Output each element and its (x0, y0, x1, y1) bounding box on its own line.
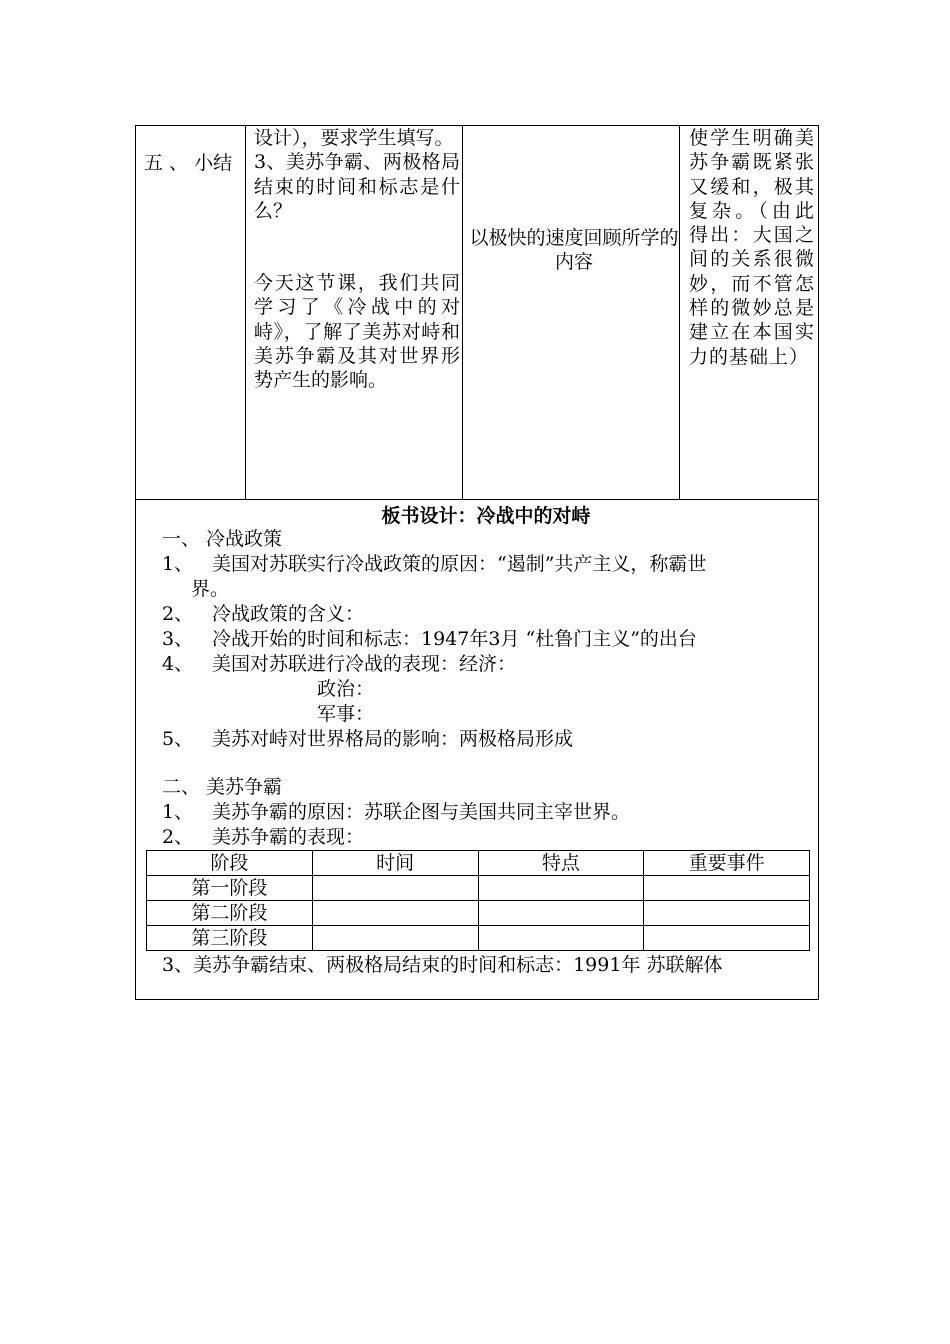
table-cell (478, 926, 644, 951)
student-activity: 以极快的速度回顾所学的内容 (469, 227, 679, 274)
table-cell (312, 926, 478, 951)
table-header: 特点 (478, 851, 644, 876)
list-item (162, 652, 516, 677)
board-title: 板书设计：冷战中的对峙 (381, 505, 591, 527)
item-number: 1、 (162, 553, 194, 575)
teacher-activity (254, 126, 460, 393)
table-cell: 第三阶段 (147, 926, 313, 951)
column-divider (462, 126, 463, 499)
item-continuation: 界。 (191, 578, 230, 600)
table-cell: 第二阶段 (147, 901, 313, 926)
table-header: 阶段 (147, 851, 313, 876)
design-intent: 使学生明确美苏争霸既紧张又缓和，极其复杂。（由此得出：大国之间的关系很微妙，而不管怎样的微妙总是建立在本国实力的基础上） (689, 127, 815, 368)
item-number: 4、 (162, 653, 194, 675)
table-cell: 第一阶段 (147, 876, 313, 901)
item-number: 2、 (162, 603, 194, 625)
military-label: 军事： (317, 703, 375, 725)
section2-heading: 二、 美苏争霸 (162, 776, 283, 798)
teacher-activity-part1: 设计），要求学生填写。 (254, 127, 454, 149)
item-number: 2、 (162, 826, 194, 848)
table-cell (644, 926, 810, 951)
table-header-row (147, 851, 810, 876)
politics-label: 政治： (317, 678, 375, 700)
table-cell (644, 901, 810, 926)
summary-row (136, 126, 818, 500)
table-cell (312, 876, 478, 901)
item-number: 1、 (162, 801, 194, 823)
item-text: 美苏争霸的原因：苏联企图与美国共同主宰世界。 (212, 801, 631, 823)
teacher-activity-part3: 今天这节课，我们共同学习了《冷战中的对峙》，了解了美苏对峙和美苏争霸及其对世界形势产生的影响。 (254, 272, 460, 392)
rivalry-stage-table (146, 850, 810, 951)
list-item (162, 800, 630, 825)
column-divider (679, 126, 680, 499)
list-item (162, 825, 364, 850)
column-divider (245, 126, 246, 499)
list-item (162, 602, 364, 627)
list-item (162, 627, 697, 652)
table-row (147, 876, 810, 901)
item-text: 冷战开始的时间和标志：1947年3月 “杜鲁门主义”的出台 (212, 628, 697, 650)
list-item (162, 552, 706, 577)
table-header: 时间 (312, 851, 478, 876)
stage-label: 五 、 小结 (144, 152, 233, 174)
item-number: 5、 (162, 728, 194, 750)
table-cell (478, 876, 644, 901)
section1-heading: 一、 冷战政策 (162, 528, 283, 550)
table-cell (644, 876, 810, 901)
item-text: 美苏争霸的表现： (212, 826, 365, 848)
item-text: 美国对苏联进行冷战的表现：经济： (212, 653, 517, 675)
final-line: 3、美苏争霸结束、两极格局结束的时间和标志：1991年 苏联解体 (162, 954, 723, 976)
item-text: 美国对苏联实行冷战政策的原因：“遏制”共产主义，称霸世 (212, 553, 707, 575)
table-row (147, 901, 810, 926)
table-cell (312, 901, 478, 926)
table-header: 重要事件 (644, 851, 810, 876)
table-cell (478, 901, 644, 926)
item-text: 冷战政策的含义： (212, 603, 365, 625)
item-text: 美苏对峙对世界格局的影响：两极格局形成 (212, 728, 574, 750)
item-number: 3、 (162, 628, 194, 650)
list-item (162, 727, 573, 752)
teacher-activity-part2: 3、美苏争霸、两极格局结束的时间和标志是什么？ (254, 151, 460, 222)
table-row (147, 926, 810, 951)
lesson-plan-table (135, 125, 819, 1000)
blackboard-design (136, 500, 818, 1000)
